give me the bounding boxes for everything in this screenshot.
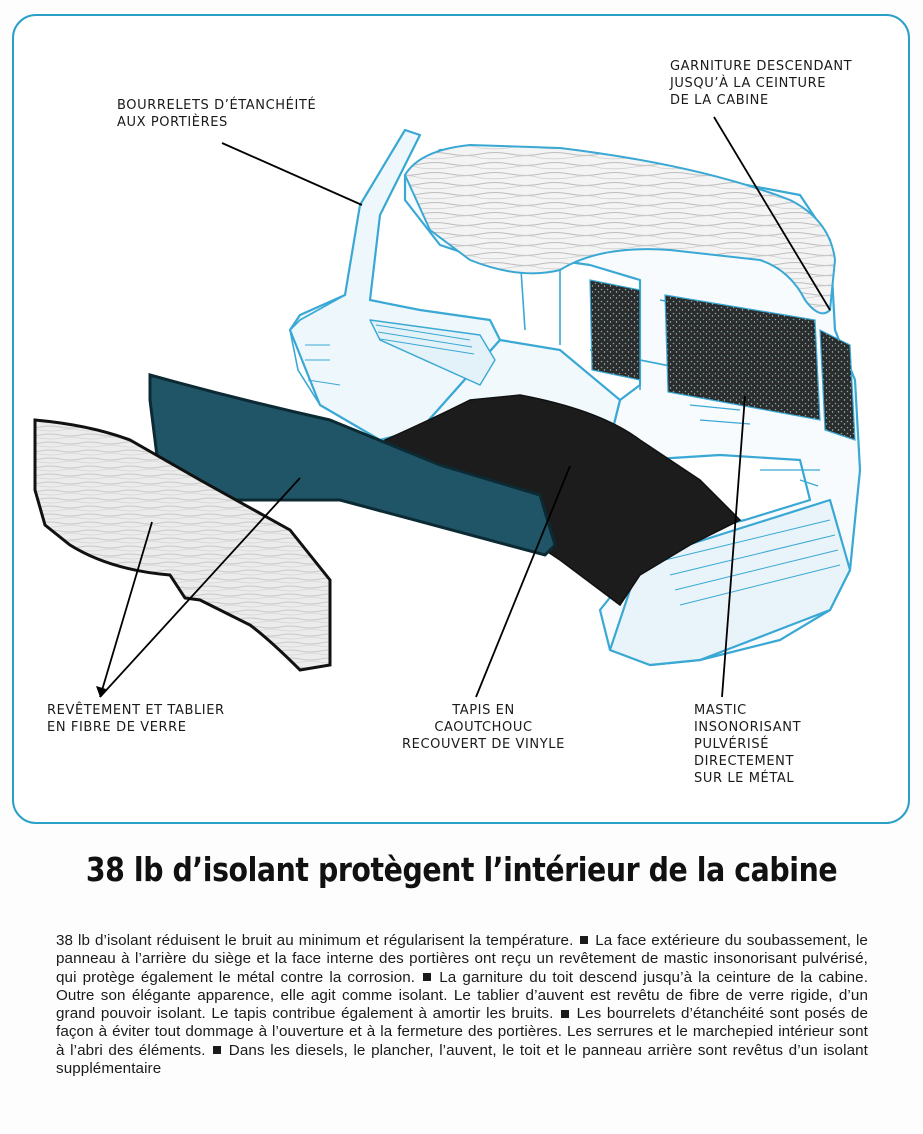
body-sentence: Dans les diesels, le plancher, l’auvent, le toit et le panneau arrière sont revêtus d’un isolant supplémentaire: [56, 1041, 868, 1078]
callout-rubber-mat: TAPIS EN CAOUTCHOUC RECOUVERT DE VINYLE: [402, 703, 565, 752]
callout-headliner: GARNITURE DESCENDANT JUSQU’À LA CEINTURE DE LA CABINE: [670, 59, 853, 108]
page-headline: 38 lb d’isolant protègent l’intérieur de la cabine: [85, 850, 838, 889]
bullet-square-icon: [561, 1010, 569, 1018]
body-paragraph: [56, 932, 868, 1078]
bullet-square-icon: [423, 973, 431, 981]
body-sentence: La garniture du toit descend jusqu’à la ceinture de la cabine. Outre son élégante apparence, elle agit comme isolant. Le tablier d’auvent est revêtu de fibre de verre rigide, d’un grand pouvoir isolant. Le tapis contribue également à amortir les bruits.: [56, 968, 869, 1023]
callout-fiberglass: REVÊTEMENT ET TABLIER EN FIBRE DE VERRE: [47, 703, 225, 735]
body-sentence: 38 lb d’isolant réduisent le bruit au minimum et régularisent la température.: [56, 932, 574, 949]
bullet-square-icon: [580, 936, 588, 944]
bullet-square-icon: [213, 1046, 221, 1054]
body-sentence: La face extérieure du soubassement, le panneau à l’arrière du siège et la face interne des portières ont reçu un revêtement de mastic insonorisant pulvérisé, qui protège également le métal contre la corrosion.: [56, 932, 868, 986]
callout-mastic: MASTIC INSONORISANT PULVÉRISÉ DIRECTEMENT SUR LE MÉTAL: [694, 703, 802, 786]
body-sentence: Les bourrelets d’étanchéité sont posés de façon à éviter tout dommage à l’ouverture et à la fermeture des portières. Les serrures et le marchepied intérieur sont à l’abri des éléments.: [56, 1005, 868, 1059]
callout-door-seals: BOURRELETS D’ÉTANCHÉITÉ AUX PORTIÈRES: [117, 98, 317, 130]
